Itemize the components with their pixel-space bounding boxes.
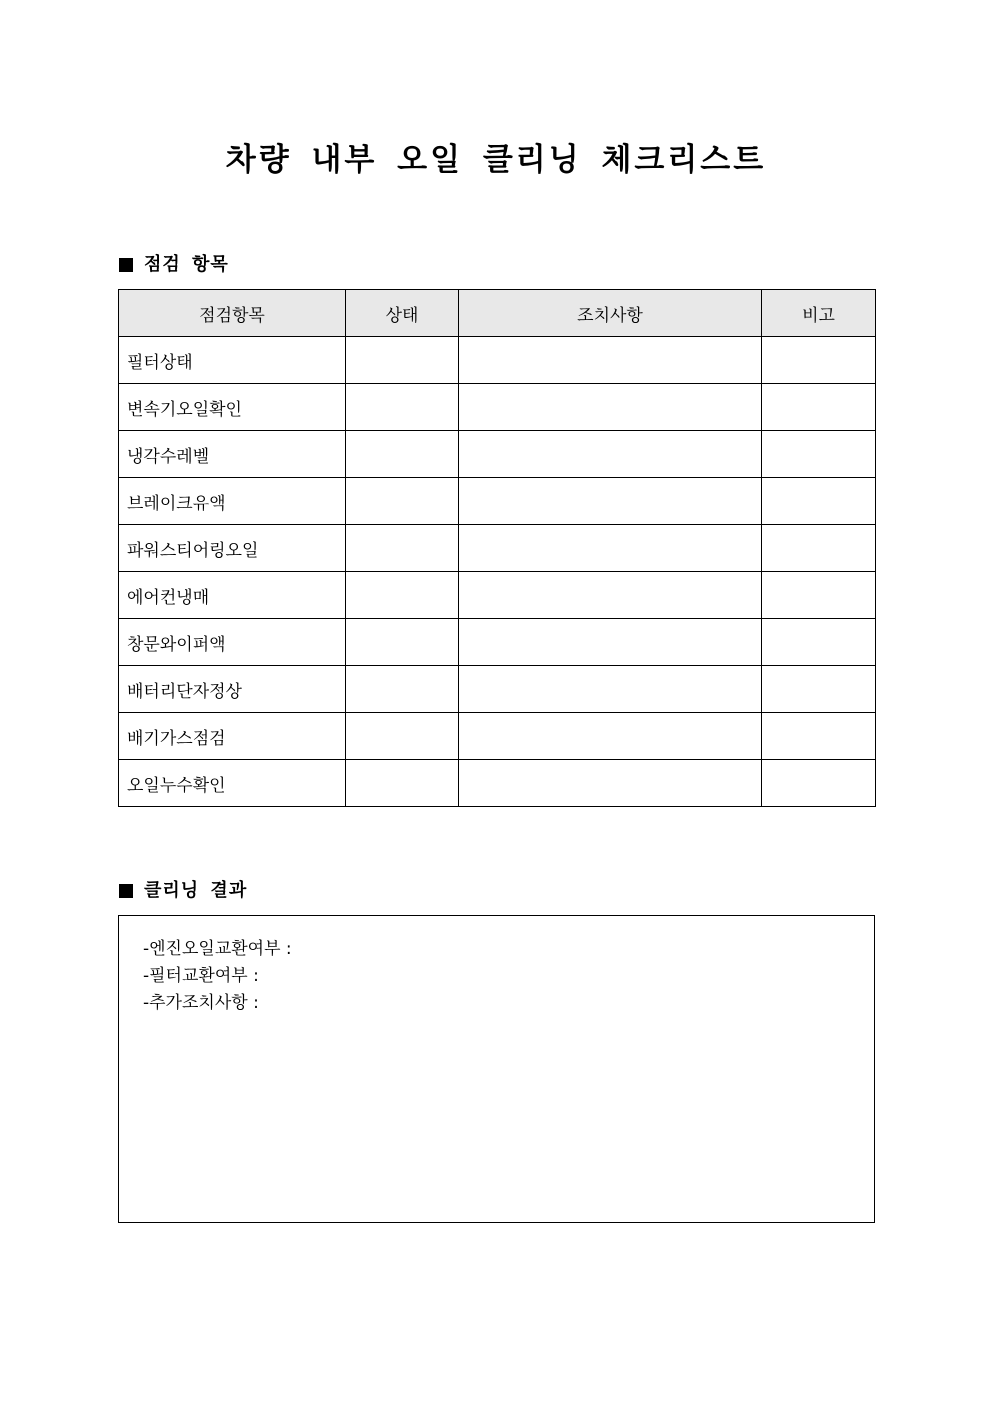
document-title: 차량 내부 오일 클리닝 체크리스트	[225, 142, 767, 178]
status-cell[interactable]	[346, 713, 459, 760]
item-cell: 냉각수레벨	[119, 431, 346, 478]
table-row	[119, 478, 876, 525]
item-cell: 배기가스점검	[119, 713, 346, 760]
status-cell[interactable]	[346, 666, 459, 713]
remarks-cell[interactable]	[762, 337, 876, 384]
column-header-action: 조치사항	[459, 290, 762, 337]
status-cell[interactable]	[346, 478, 459, 525]
status-cell[interactable]	[346, 525, 459, 572]
item-cell: 창문와이퍼액	[119, 619, 346, 666]
remarks-cell[interactable]	[762, 478, 876, 525]
remarks-cell[interactable]	[762, 384, 876, 431]
status-cell[interactable]	[346, 760, 459, 807]
result-line-additional-action: -추가조치사항 :	[143, 993, 259, 1013]
table-row	[119, 619, 876, 666]
remarks-cell[interactable]	[762, 666, 876, 713]
item-cell: 에어컨냉매	[119, 572, 346, 619]
action-cell[interactable]	[459, 572, 762, 619]
section-heading-label: 클리닝 결과	[144, 880, 248, 901]
result-lines	[143, 936, 292, 1017]
status-cell[interactable]	[346, 619, 459, 666]
action-cell[interactable]	[459, 384, 762, 431]
column-header-status: 상태	[346, 290, 459, 337]
action-cell[interactable]	[459, 337, 762, 384]
status-cell[interactable]	[346, 572, 459, 619]
table-row	[119, 337, 876, 384]
table-row	[119, 760, 876, 807]
result-line-engine-oil: -엔진오일교환여부 :	[143, 939, 292, 959]
table-row	[119, 384, 876, 431]
table-header-row	[119, 290, 876, 337]
item-cell: 변속기오일확인	[119, 384, 346, 431]
status-cell[interactable]	[346, 431, 459, 478]
action-cell[interactable]	[459, 478, 762, 525]
cleaning-result-box[interactable]	[118, 915, 875, 1223]
table-row	[119, 713, 876, 760]
section-heading-label: 점검 항목	[144, 254, 229, 275]
section-heading-inspection-items	[119, 253, 229, 277]
item-cell: 브레이크유액	[119, 478, 346, 525]
table-row	[119, 431, 876, 478]
item-cell: 필터상태	[119, 337, 346, 384]
action-cell[interactable]	[459, 666, 762, 713]
remarks-cell[interactable]	[762, 713, 876, 760]
section-heading-cleaning-result	[119, 879, 247, 903]
remarks-cell[interactable]	[762, 572, 876, 619]
action-cell[interactable]	[459, 431, 762, 478]
item-cell: 배터리단자정상	[119, 666, 346, 713]
status-cell[interactable]	[346, 384, 459, 431]
action-cell[interactable]	[459, 525, 762, 572]
remarks-cell[interactable]	[762, 431, 876, 478]
remarks-cell[interactable]	[762, 619, 876, 666]
inspection-table	[118, 289, 876, 807]
column-header-remarks: 비고	[762, 290, 876, 337]
table-row	[119, 666, 876, 713]
action-cell[interactable]	[459, 760, 762, 807]
square-bullet-icon	[119, 258, 133, 272]
action-cell[interactable]	[459, 713, 762, 760]
table-row	[119, 525, 876, 572]
item-cell: 파워스티어링오일	[119, 525, 346, 572]
item-cell: 오일누수확인	[119, 760, 346, 807]
action-cell[interactable]	[459, 619, 762, 666]
column-header-item: 점검항목	[119, 290, 346, 337]
square-bullet-icon	[119, 884, 133, 898]
remarks-cell[interactable]	[762, 760, 876, 807]
status-cell[interactable]	[346, 337, 459, 384]
result-line-filter: -필터교환여부 :	[143, 966, 259, 986]
remarks-cell[interactable]	[762, 525, 876, 572]
table-row	[119, 572, 876, 619]
